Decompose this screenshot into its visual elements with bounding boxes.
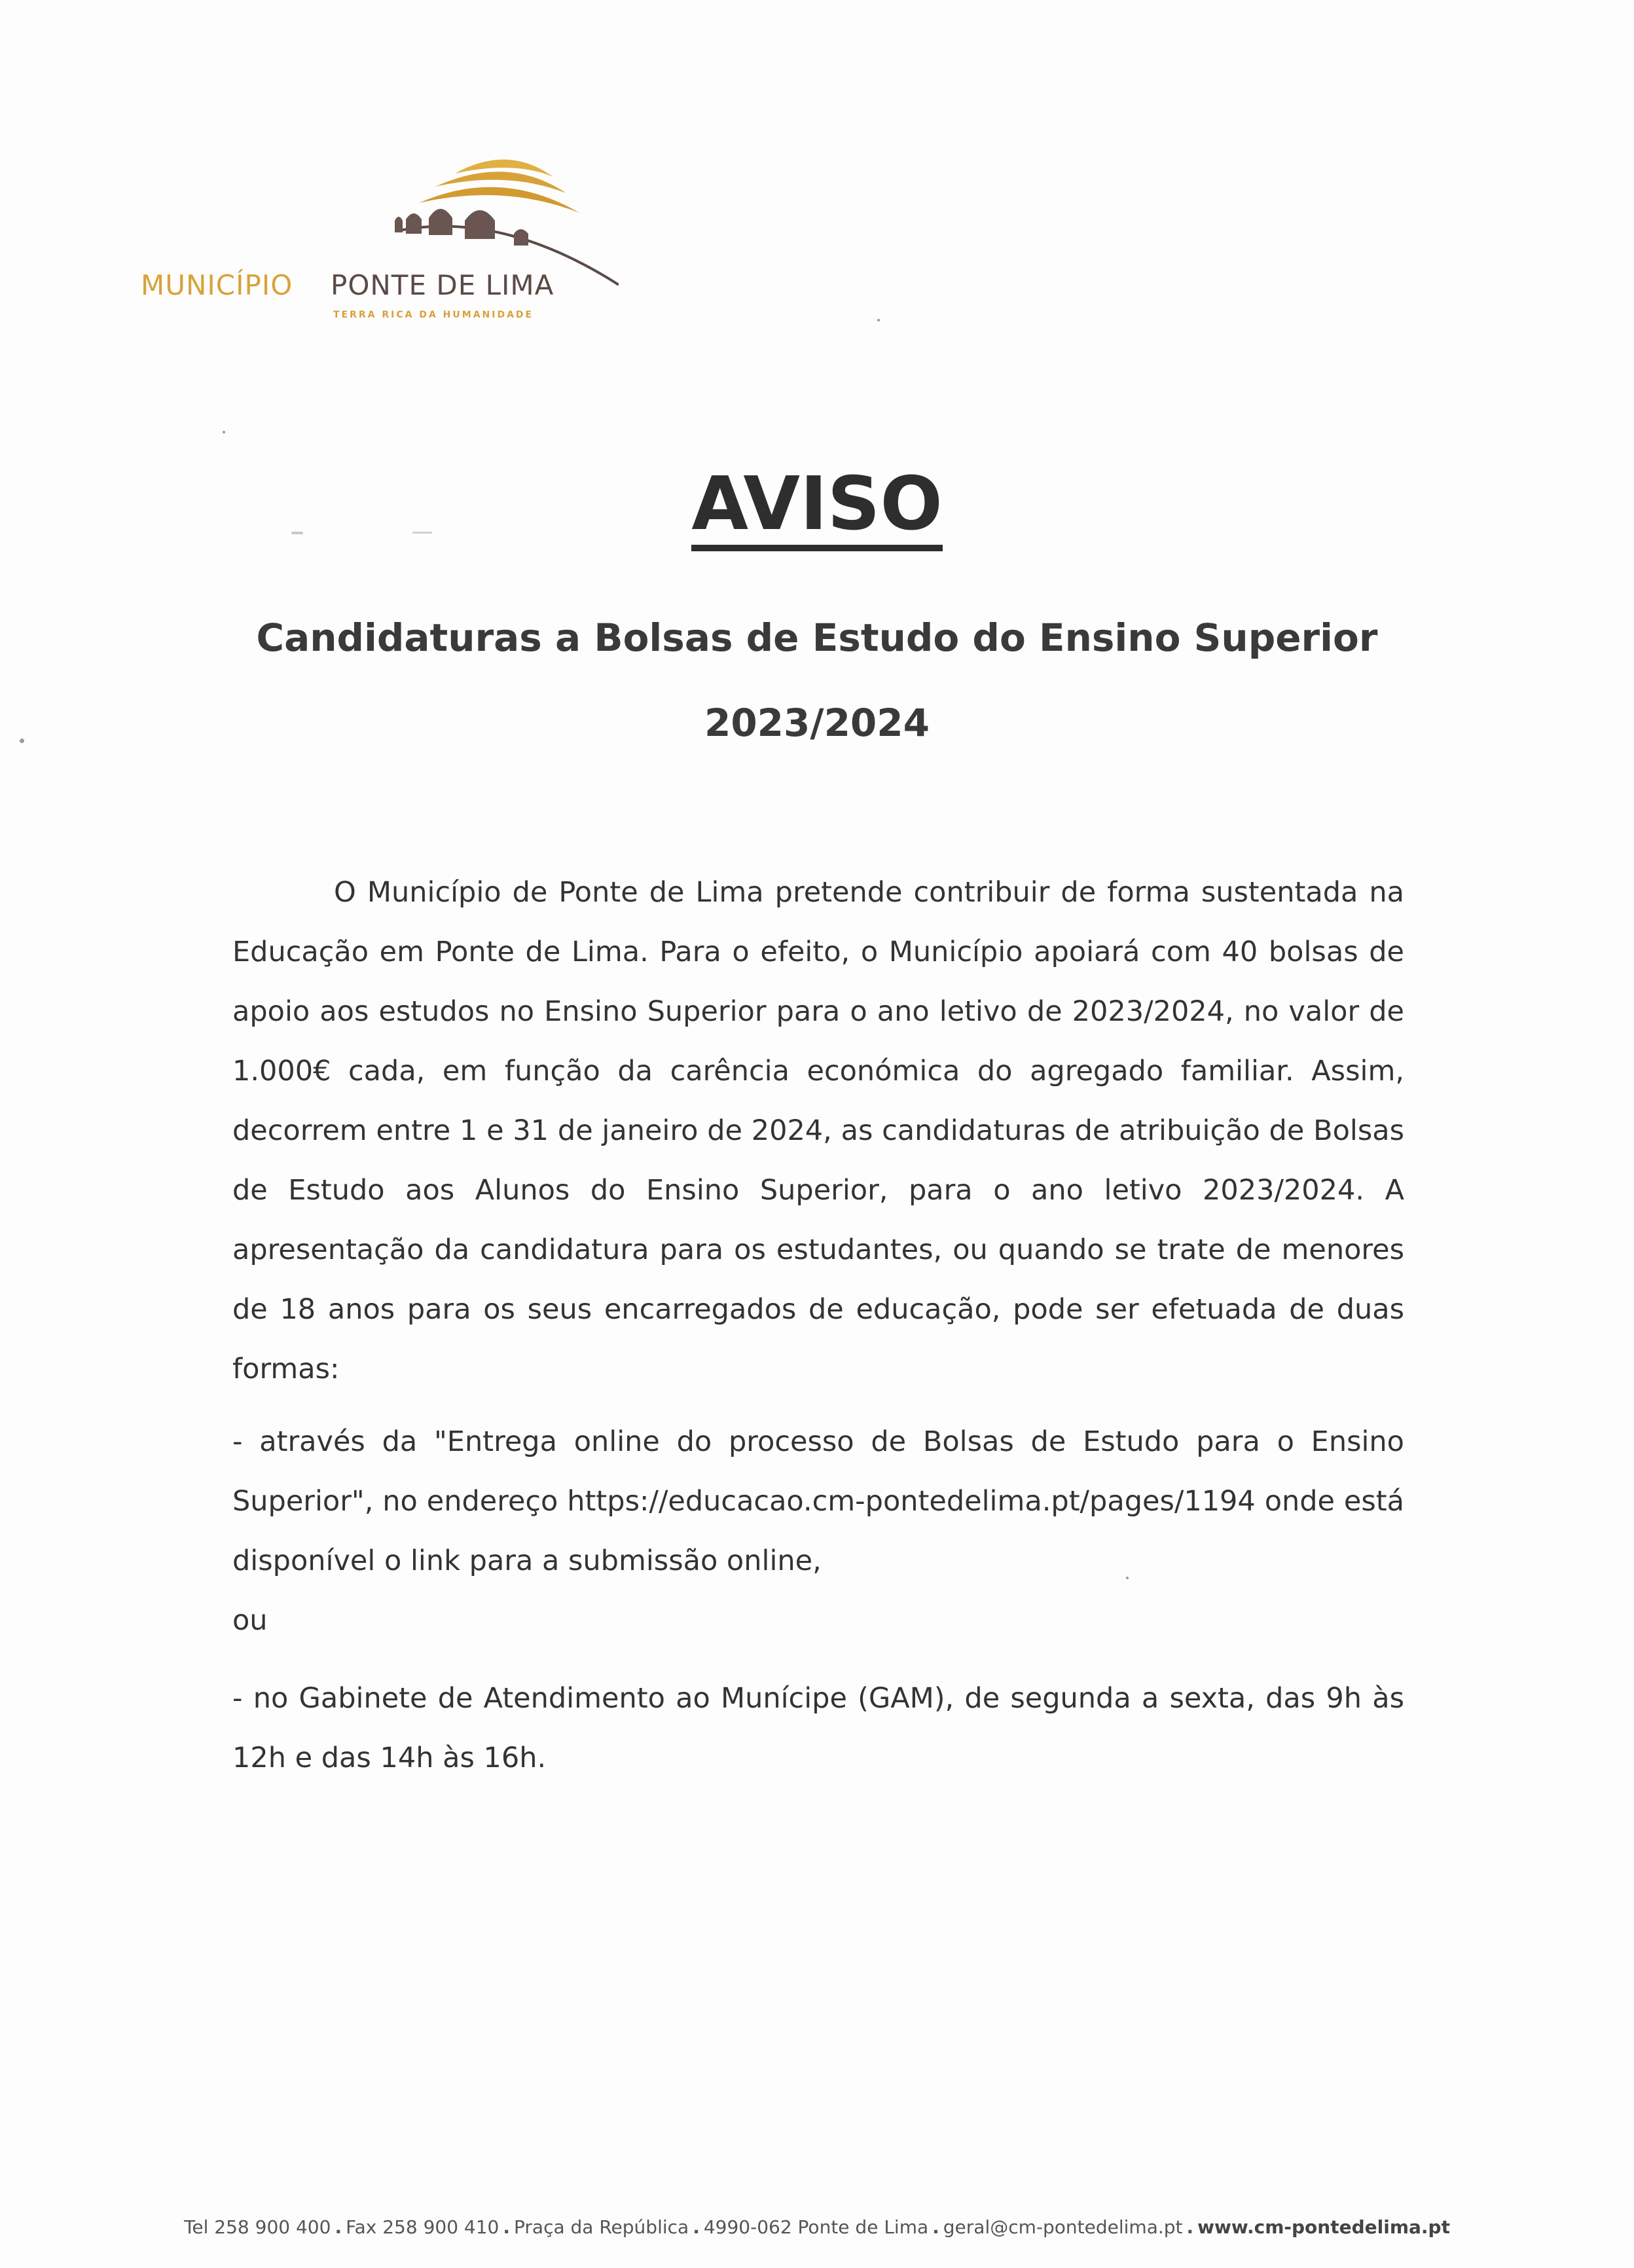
- footer-address: Praça da República: [514, 2216, 689, 2238]
- intro-paragraph: O Município de Ponte de Lima pretende contribuir de forma sustentada na Educação em Ponte de Lima. Para o efeito, o Município apoiará com 40 bolsas de apoio aos estudos no Ensino Superior para o ano letivo de 2023/2024, no valor de 1.000€ cada, em função da carência económica do agregado familiar. Assim, decorrem entre 1 e 31 de janeiro de 2024, as candidaturas de atribuição de Bolsas de Estudo aos Alunos do Ensino Superior, para o ano letivo 2023/2024. A apresentação da candidatura para os estudantes, ou quando se trate de menores de 18 anos para os seus encarregados de educação, pode ser efetuada de duas formas:: [232, 876, 1404, 1385]
- logo-ponte-lima-text: PONTE DE LIMA: [331, 269, 554, 301]
- footer-email[interactable]: geral@cm-pontedelima.pt: [943, 2216, 1183, 2238]
- footer-fax: Fax 258 900 410: [346, 2216, 499, 2238]
- scan-speck: [877, 319, 880, 321]
- scan-speck: [20, 739, 24, 743]
- footer-postal: 4990-062 Ponte de Lima: [703, 2216, 929, 2238]
- municipio-logo: [141, 147, 612, 331]
- scan-speck: [412, 532, 432, 534]
- option-gam-paragraph: - no Gabinete de Atendimento ao Munícipe (GAM), de segunda a sexta, das 9h às 12h e das 14h às 16h.: [232, 1682, 1404, 1774]
- notice-body: [232, 863, 1404, 1788]
- footer-website[interactable]: www.cm-pontedelima.pt: [1197, 2216, 1450, 2238]
- logo-municipio-text: MUNICÍPIO: [141, 269, 293, 301]
- footer-contact: Tel 258 900 400 . Fax 258 900 410 . Praça da República . 4990-062 Ponte de Lima . geral@cm-pontedelima.pt . www.cm-pontedelima.pt: [184, 2216, 1450, 2238]
- logo-tagline: TERRA RICA DA HUMANIDADE: [333, 310, 534, 320]
- bridge-emblem-icon: [357, 147, 619, 288]
- page-title: [0, 458, 1634, 551]
- footer-tel: Tel 258 900 400: [184, 2216, 331, 2238]
- subtitle: Candidaturas a Bolsas de Estudo do Ensino Superior: [256, 615, 1378, 660]
- or-separator: ou: [232, 1604, 268, 1637]
- page-title-text: AVISO: [691, 465, 942, 551]
- scan-speck: [291, 532, 303, 534]
- option-online-paragraph: - através da "Entrega online do processo de Bolsas de Estudo para o Ensino Superior", no endereço https://educacao.cm-pontedelima.pt/pages/1194 onde está disponível o link para a submissão online,: [232, 1425, 1404, 1577]
- scan-speck: [1126, 1577, 1129, 1579]
- scan-speck: [223, 431, 225, 433]
- academic-year: 2023/2024: [704, 701, 930, 745]
